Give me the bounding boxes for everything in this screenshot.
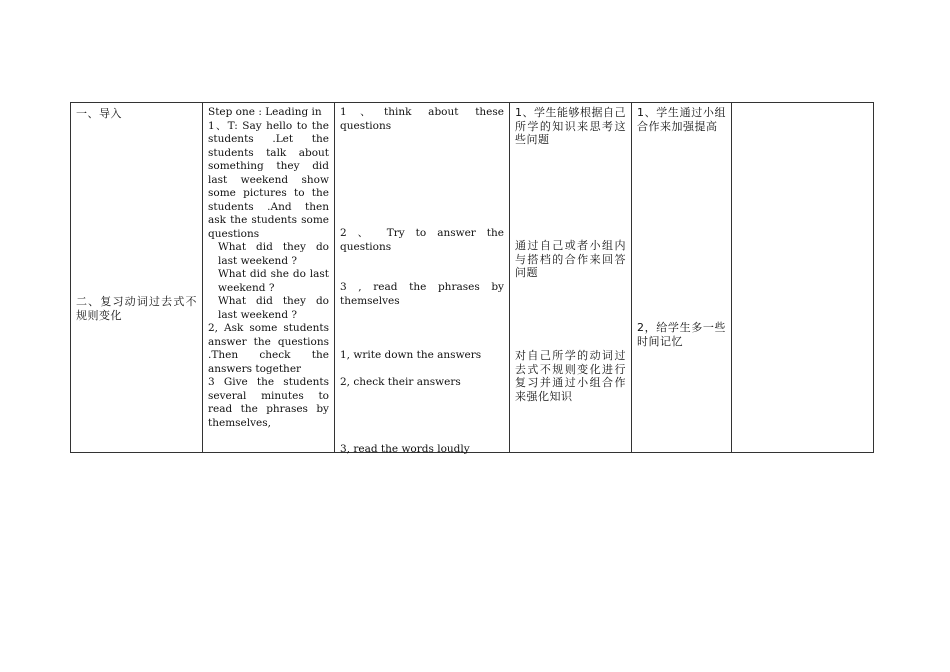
note-more-time: 2，给学生多一些时间记忆 — [637, 321, 726, 348]
student-read-words: 3, read the words loudly — [340, 443, 470, 455]
intent-think: 1、学生能够根据自己所学的知识来思考这些问题 — [515, 106, 626, 146]
notes-column — [631, 103, 731, 452]
stage-leading-in: 一、导入 — [76, 107, 122, 120]
student-think: 1、think about these questions — [340, 106, 504, 132]
teacher-step-3: 3 Give the students several minutes to read the phrases by themselves, — [208, 376, 329, 429]
teacher-step-1: 1、T: Say hello to the students .Let the students talk about something they did last weekend show some pictures to the students .And then ask the students some questions — [208, 119, 329, 240]
empty-column — [731, 103, 875, 452]
question-she: What did she do last weekend ? — [218, 268, 329, 294]
intent-review: 对自己所学的动词过去式不规则变化进行复习并通过小组合作来强化知识 — [515, 349, 626, 403]
stage-column — [71, 103, 202, 452]
teacher-activity-text — [208, 106, 329, 430]
student-try-answer: 2 、 Try to answer the questions — [340, 227, 504, 253]
teacher-step-one: Step one : Leading in — [208, 106, 322, 118]
stage-review-past-tense: 二、复习动词过去式不规则变化 — [76, 295, 197, 322]
note-group-work: 1、学生通过小组合作来加强提高 — [637, 106, 726, 133]
question-they-2: What did they do last weekend ? — [218, 295, 329, 321]
question-they-1: What did they do last weekend ? — [218, 241, 329, 267]
student-check-answers: 2, check their answers — [340, 376, 461, 388]
design-intent-column — [509, 103, 631, 452]
teacher-step-2: 2, Ask some students answer the questions .Then check the answers together — [208, 322, 329, 375]
teacher-activity-column — [202, 103, 334, 452]
lesson-plan-table — [70, 102, 874, 453]
student-write-answers: 1, write down the answers — [340, 349, 482, 361]
student-read-phrases: 3 , read the phrases by themselves — [340, 281, 504, 307]
student-activity-column — [334, 103, 509, 455]
intent-cooperate: 通过自己或者小组内与搭档的合作来回答问题 — [515, 239, 626, 279]
